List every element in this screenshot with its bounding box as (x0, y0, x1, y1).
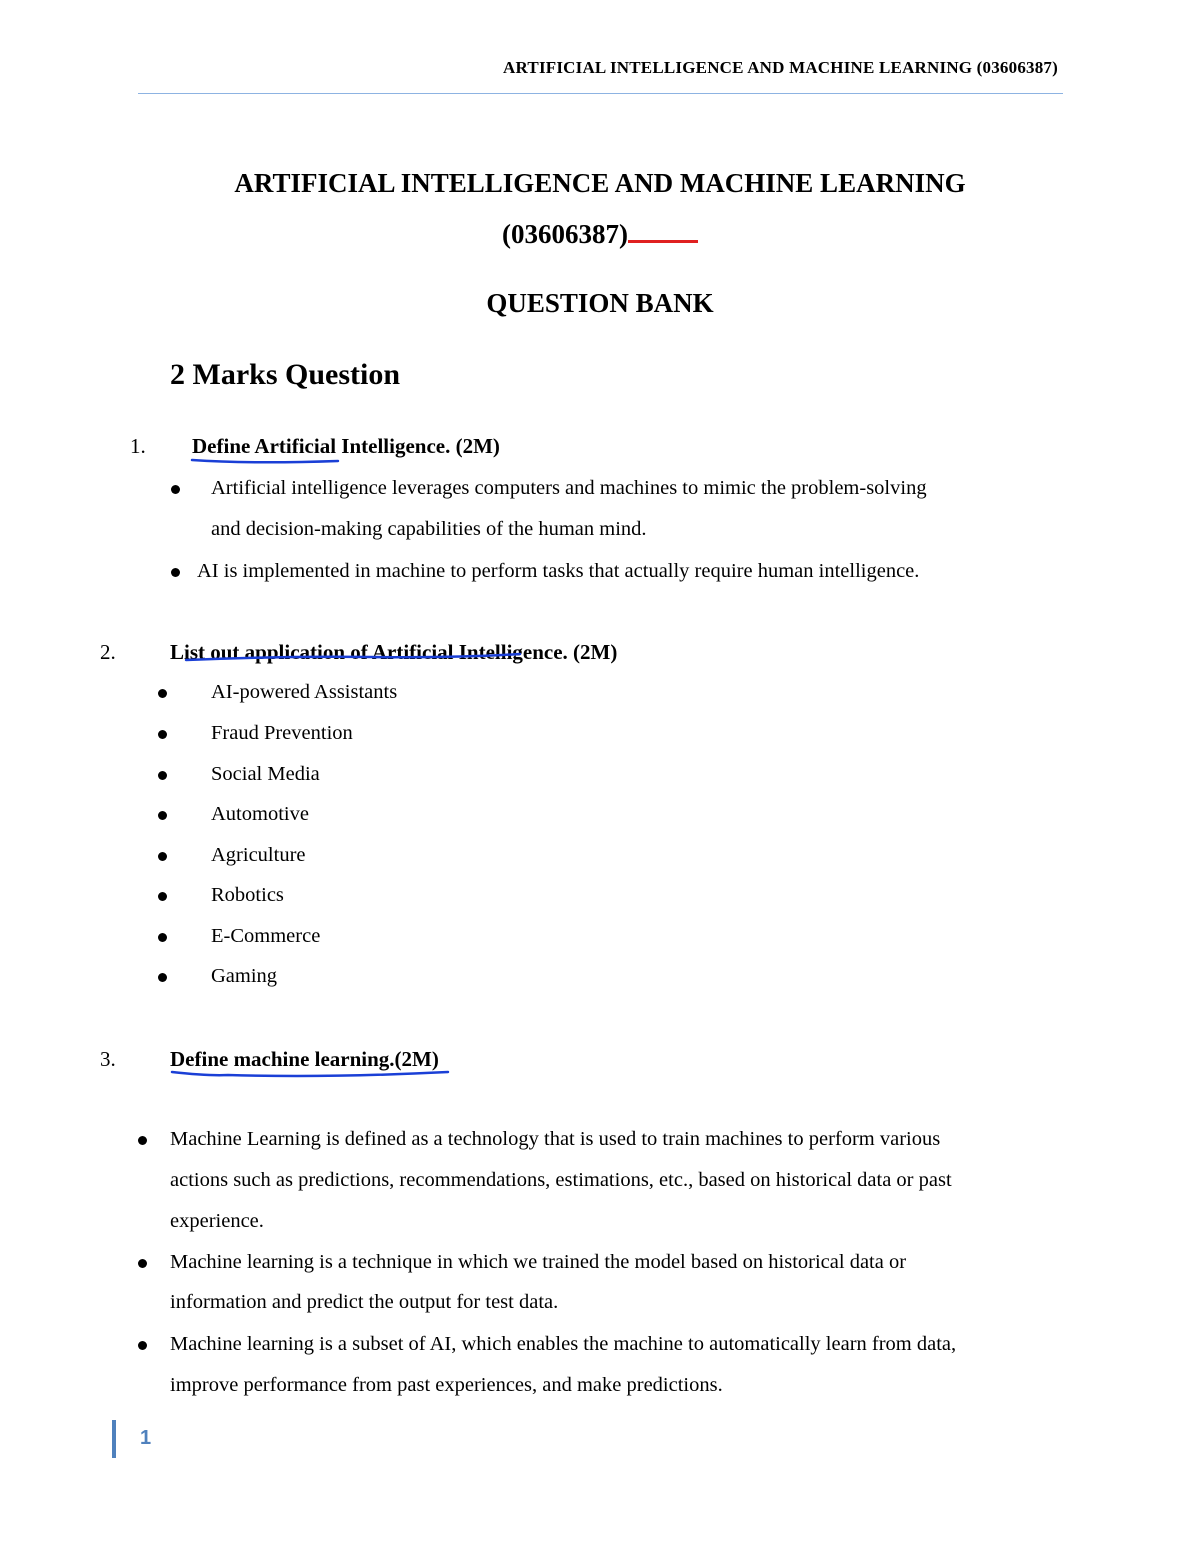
bullet-dot (158, 771, 167, 780)
bullet-text: Machine learning is a technique in which we trained the model based on historical data or (170, 1251, 907, 1273)
list-item: E-Commerce (211, 925, 321, 947)
ink-stroke (172, 1072, 448, 1076)
bullet-text: information and predict the output for test data. (170, 1291, 559, 1313)
course-code-line (0, 218, 1200, 250)
red-blank-line (628, 218, 698, 243)
bullet-dot (158, 933, 167, 942)
running-header: ARTIFICIAL INTELLIGENCE AND MACHINE LEARNING (03606387) (503, 58, 1058, 77)
document-title: ARTIFICIAL INTELLIGENCE AND MACHINE LEARNING (234, 168, 966, 198)
question-title: List out application of Artificial Intelligence. (2M) (170, 640, 618, 664)
bullet-dot (138, 1259, 147, 1268)
list-item: Fraud Prevention (211, 722, 353, 744)
list-item: Automotive (211, 803, 309, 825)
bullet-dot (171, 568, 180, 577)
page-number-bar (112, 1420, 116, 1458)
bullet-text: experience. (170, 1210, 264, 1232)
section-heading: 2 Marks Question (170, 358, 401, 391)
bullet-dot (158, 811, 167, 820)
list-item: Robotics (211, 884, 284, 906)
bullet-text: actions such as predictions, recommendations, estimations, etc., based on historical data or past (170, 1169, 952, 1191)
course-code: (03606387) (502, 219, 628, 249)
list-item: AI-powered Assistants (211, 681, 398, 703)
question-title: Define machine learning.(2M) (170, 1047, 439, 1071)
list-item: Gaming (211, 965, 278, 987)
ink-underline (180, 644, 540, 668)
bullet-text: improve performance from past experiences, and make predictions. (170, 1374, 723, 1396)
list-item: Agriculture (211, 844, 306, 866)
page-number: 1 (140, 1427, 152, 1449)
bullet-text: Machine Learning is defined as a technology that is used to train machines to perform various (170, 1128, 941, 1150)
bullet-dot (158, 730, 167, 739)
bullet-dot (158, 689, 167, 698)
ink-underline (190, 452, 350, 466)
bullet-text: Machine learning is a subset of AI, which enables the machine to automatically learn from data, (170, 1333, 957, 1355)
question-title: Define Artificial Intelligence. (2M) (192, 434, 500, 458)
bullet-dot (138, 1136, 147, 1145)
bullet-dot (158, 973, 167, 982)
header-rule (138, 93, 1063, 94)
bullet-dot (171, 485, 180, 494)
bullet-dot (158, 892, 167, 901)
document-subtitle: QUESTION BANK (486, 288, 714, 318)
bullet-dot (138, 1341, 147, 1350)
ink-stroke (192, 460, 338, 462)
bullet-text: Artificial intelligence leverages computers and machines to mimic the problem-solving (211, 477, 927, 499)
bullet-text: and decision-making capabilities of the human mind. (211, 518, 647, 540)
ink-stroke (186, 654, 520, 660)
question-number: 3. (100, 1047, 116, 1071)
question-number: 2. (100, 640, 116, 664)
bullet-dot (158, 852, 167, 861)
ink-underline (168, 1064, 468, 1082)
bullet-text: AI is implemented in machine to perform tasks that actually require human intelligence. (197, 560, 920, 582)
question-number: 1. (130, 434, 146, 458)
list-item: Social Media (211, 763, 320, 785)
